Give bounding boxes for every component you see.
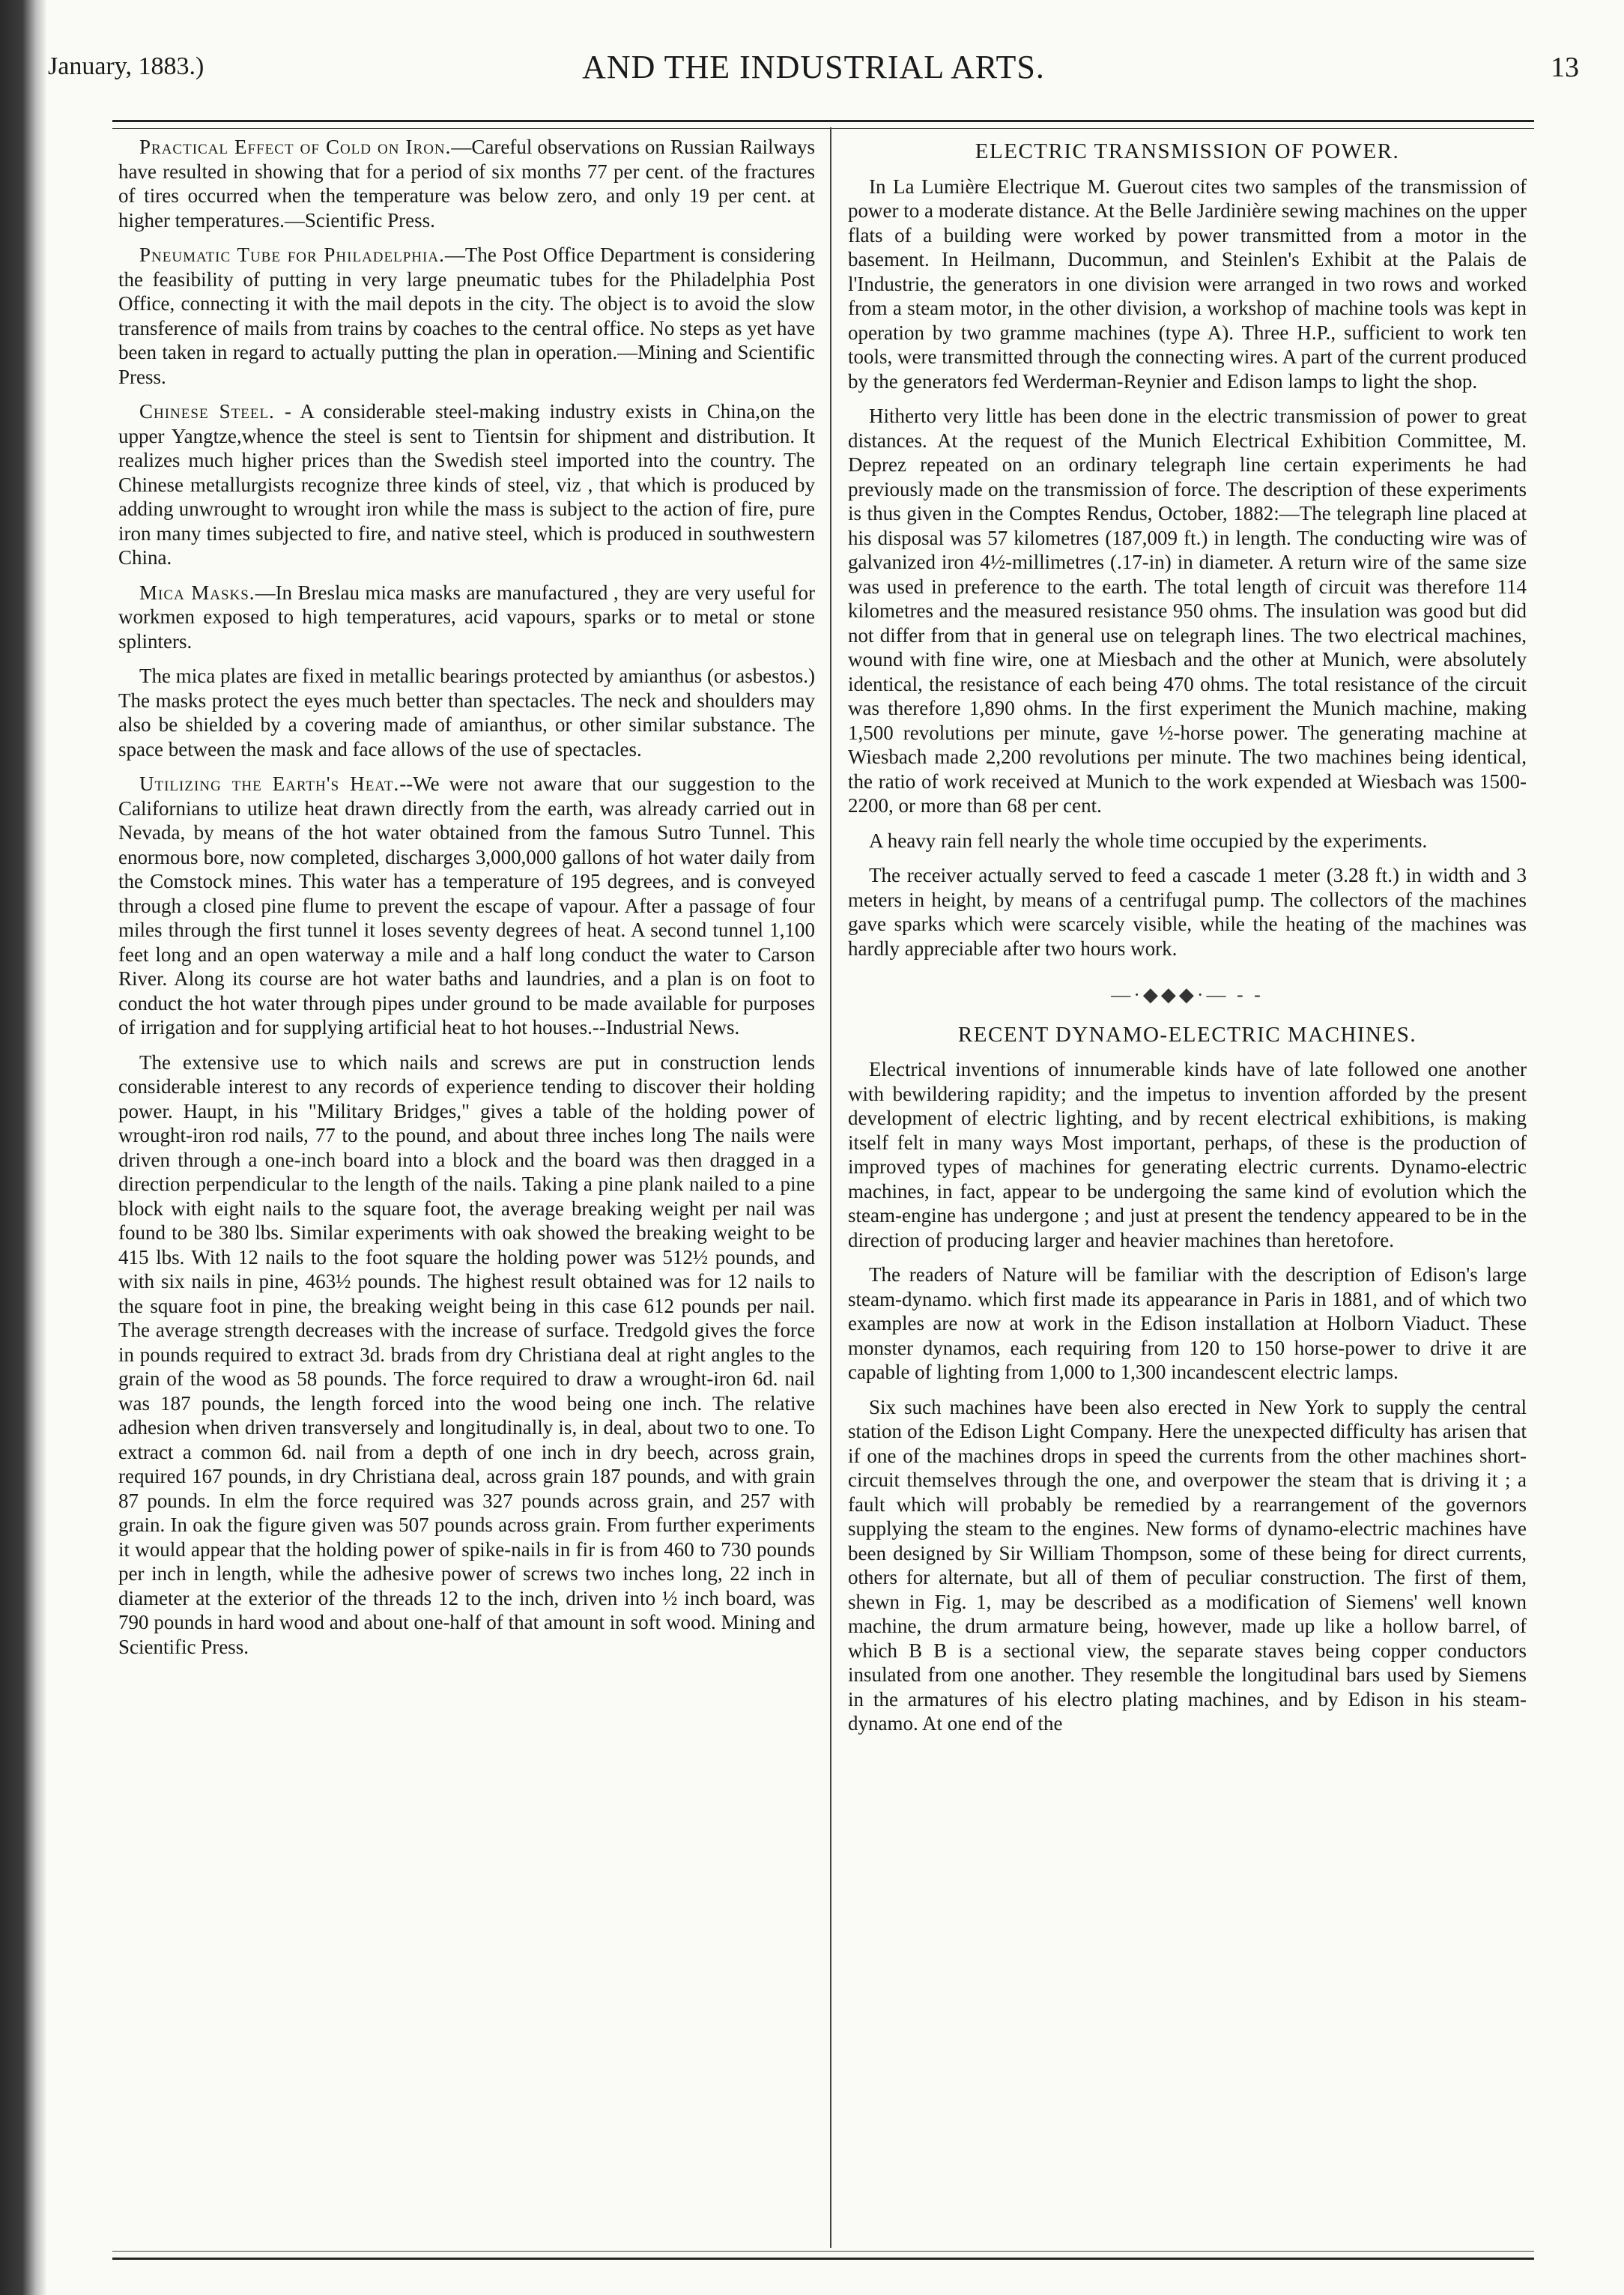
paragraph: In La Lumière Electrique M. Guerout cites two samples of the transmission of power to a moderate distance. At the Belle Jardinière sewing machines on the upper flats of a building were worked by power transmitted from a motor in the basement. In Heilmann, Ducommun, and Steinlen's Exhibit at the Palais de l'Industrie, the generators in one division were arranged in two rows and worked from a steam motor, in the other division, a workshop of machine tools was kept in operation by two gramme machines (type A). Three H.P., sufficient to work ten tools, were transmitted through the connecting wires. A part of the current produced by the generators fed Werderman-Reynier and Edison lamps to light the shop.: [848, 175, 1527, 393]
page-number: 13: [1551, 52, 1579, 83]
article-lead: Mica Masks.: [139, 581, 255, 604]
article-mica-masks: [118, 581, 815, 654]
page-header: [48, 48, 1579, 93]
article-body: - A considerable steel-making industry exists in China,on the upper Yangtze,whence the steel is sent to Tientsin for shipment and distribution. It realizes much higher prices than the Swedish steel imported into the country. The Chinese metallurgists recognize three kinds of steel, viz , that which is produced by adding unwrought to wrought iron while the mass is subject to the action of fire, pure iron many times subjected to fire, and native steel, which is produced in southwestern China.: [118, 400, 815, 569]
column-divider: [830, 127, 831, 2248]
article-body: —In Breslau mica masks are manufactured , they are very useful for workmen exposed to high temperatures, acid vapours, sparks or to metal or stone splinters.: [118, 581, 815, 653]
article-nails-screws: [118, 1050, 815, 1660]
article-mica-masks-cont: [118, 664, 815, 761]
scan-binding-edge: [0, 0, 46, 2295]
section-title-dynamo-machines: RECENT DYNAMO-ELECTRIC MACHINES.: [957, 1022, 1417, 1047]
article-lead: Utilizing the Earth's Heat.: [139, 772, 400, 795]
article-pneumatic-tube: [118, 243, 815, 389]
article-lead: Pneumatic Tube for Philadelphia.: [139, 244, 445, 266]
article-body: —The Post Office Department is considering the feasibility of putting in very large pneumatic tubes for the Philadelphia Post Office, connecting it with the mail depots in the city. The object is to avoid the slow transference of mails from trains by coaches to the central office. No steps as yet have been taken in regard to actually putting the plan in operation.—Mining and Scientific Press.: [118, 244, 815, 388]
section-title-electric-transmission: ELECTRIC TRANSMISSION OF POWER.: [975, 139, 1400, 163]
article-chinese-steel: [118, 399, 815, 570]
paragraph: Electrical inventions of innumerable kinds have of late followed one another with bewildering rapidity; and the impetus to invention afforded by the present development of electric lighting, and by recent electrical exhibitions, is making itself felt in many ways Most important, perhaps, of these is the production of improved types of machines for generating electric currents. Dynamo-electric machines, in fact, appear to be undergoing the same kind of evolution which the steam-engine has undergone ; and just at present the tendency appeared to be in the direction of producing larger and heavier machines than heretofore.: [848, 1058, 1527, 1251]
paragraph: A heavy rain fell nearly the whole time occupied by the experiments.: [869, 829, 1428, 852]
paragraph: Six such machines have been also erected in New York to supply the central station of the Edison Light Company. Here the unexpected difficulty has arisen that if one of the machines drops in speed the currents from the other machines short-circuit themselves through the one, and overpower the steam that is driving it ; a fault which will probably be remedied by a rearrangement of the governors supplying the steam to the engines. New forms of dynamo-electric machines have been designed by Sir William Thompson, some of these being for direct currents, others for alternate, but all of them of peculiar construction. The first of them, shewn in Fig. 1, may be described as a modification of Siemens' well known machine, the drum armature being, however, made up like a hollow barrel, of which B B is a sectional view, the separate staves being copper conductors insulated from one another. They resemble the longitudinal bars used by Siemens in the armatures of his electro plating machines, and by Edison in his steam-dynamo. At one end of the: [848, 1395, 1527, 1735]
paragraph: The readers of Nature will be familiar with the description of Edison's large steam-dynamo. which first made its appearance in Paris in 1881, and of which two examples are now at work in the Edison installation at Holborn Viaduct. These monster dynamos, each requiring from 120 to 150 horse-power to drive it are capable of lighting from 1,000 to 1,300 incandescent electric lamps.: [848, 1263, 1527, 1383]
right-column: [848, 135, 1527, 2225]
article-earths-heat: [118, 772, 815, 1040]
article-body: The extensive use to which nails and screws are put in construction lends considerable interest to any records of experience tending to discover their holding power. Haupt, in his "Military Bridges," gives a table of the holding power of wrought-iron rod nails, 77 to the pound, and about three inches long The nails were driven through a one-inch board into a block and the board was then dragged in a direction perpendicular to the length of the nails. Taking a pine plank nailed to a pine block with eight nails to the square foot, the average breaking weight per nail was found to be 380 lbs. Similar experiments with oak showed the breaking weight to be 415 lbs. With 12 nails to the foot square the holding power was 512½ pounds, and with six nails in pine, 463½ pounds. The highest result obtained was for 12 nails to the square foot in pine, the breaking weight being in this case 612 pounds per nail. The average strength decreases with the increase of surface. Tredgold gives the force in pounds required to extract 3d. brads from dry Christiana deal at right angles to the grain of the wood as 58 pounds. The force required to draw a wrought-iron 6d. nail was 187 pounds, the length forced into the wood being one inch. The relative adhesion when driven transversely and longitudinally is, in deal, about two to one. To extract a common 6d. nail from a depth of one inch in dry beech, across grain, required 167 pounds, in dry Christiana deal, across grain 187 pounds, and with grain 87 pounds. In elm the force required was 327 pounds across grain, and 257 with grain. In oak the figure given was 507 pounds across grain. From further experiments it would appear that the holding power of spike-nails in fir is from 460 to 730 pounds per inch in length, while the adhesive power of screws two inches long, 22 inch in diameter at the exterior of the threads 12 to the inch, driven into ½ inch board, was 790 pounds in hard wood and about one-half of that amount in soft wood. Mining and Scientific Press.: [118, 1050, 815, 1658]
article-lead: Chinese Steel.: [139, 400, 275, 423]
header-title: AND THE INDUSTRIAL ARTS.: [582, 49, 1045, 85]
paragraph: Hitherto very little has been done in the electric transmission of power to great distances. At the request of the Munich Electrical Exhibition Committee, M. Deprez repeated on an ordinary telegraph line certain experiments he had previously made on the transmission of force. The description of these experiments is thus given in the Comptes Rendus, October, 1882:—The telegraph line placed at his disposal was 57 kilometres (187,009 ft.) in length. The conducting wire was of galvanized iron 4½-millimetres (.17-in) in diameter. A return wire of the same size was used in preference to the earth. The total length of circuit was therefore 114 kilometres and the measured resistance 950 ohms. The insulation was good but did not differ from that in general use on telegraph lines. The two electrical machines, wound with fine wire, one at Miesbach and the other at Munich, were absolutely identical, the resistance of each being 470 ohms. The total resistance of the circuit was therefore 1,890 ohms. In the first experiment the Munich machine, making 1,500 revolutions per minute, gave ½-horse power. The generating machine at Wiesbach made 2,200 revolutions per minute. The two machines being identical, the ratio of work received at Munich to the work expended at Wiesbach was 1500-2200, or more than 68 per cent.: [848, 405, 1527, 817]
article-lead: Practical Effect of Cold on Iron.: [139, 136, 452, 158]
article-cold-iron: [118, 135, 815, 232]
header-date: January, 1883.): [48, 52, 204, 80]
article-body: --We were not aware that our suggestion to the Californians to utilize heat drawn directly from the earth, was already carried out in Nevada, by means of the hot water obtained from the famous Sutro Tunnel. This enormous bore, now completed, discharges 3,000,000 gallons of hot water daily from the Comstock mines. This water has a temperature of 195 degrees, and is conveyed through a closed pine flume to prevent the escape of vapour. After a passage of four miles through the first tunnel it loses seventy degrees of heat. A second tunnel 1,100 feet long and an open waterway a mile and a half long conduct the water to Carson River. Along its course are hot water baths and laundries, and a plan is on foot to conduct the hot water through pipes under ground to be made available for purposes of irrigation and for supplying artificial heat to hot houses.--Industrial News.: [118, 772, 815, 1038]
article-body: —Careful observations on Russian Railways have resulted in showing that for a period of six months 77 per cent. of the fractures of tires occurred when the temperature was below zero, and only 19 per cent. at higher temperatures.—Scientific Press.: [118, 136, 815, 232]
article-body: The mica plates are fixed in metallic bearings protected by amianthus (or asbestos.) The masks protect the eyes much better than spectacles. The neck and shoulders may also be shielded by a covering made of amianthus, or other similar substance. The space between the mask and face allows of the use of spectacles.: [118, 665, 815, 761]
paragraph: The receiver actually served to feed a cascade 1 meter (3.28 ft.) in width and 3 meters in height, by means of a centrifugal pump. The collectors of the machines gave sparks which were scarcely visible, while the heating of the machines was hardly appreciable after two hours work.: [848, 864, 1527, 960]
left-column: [118, 135, 815, 2225]
section-ornament: —·◆◆◆·— - -: [1111, 984, 1264, 1006]
